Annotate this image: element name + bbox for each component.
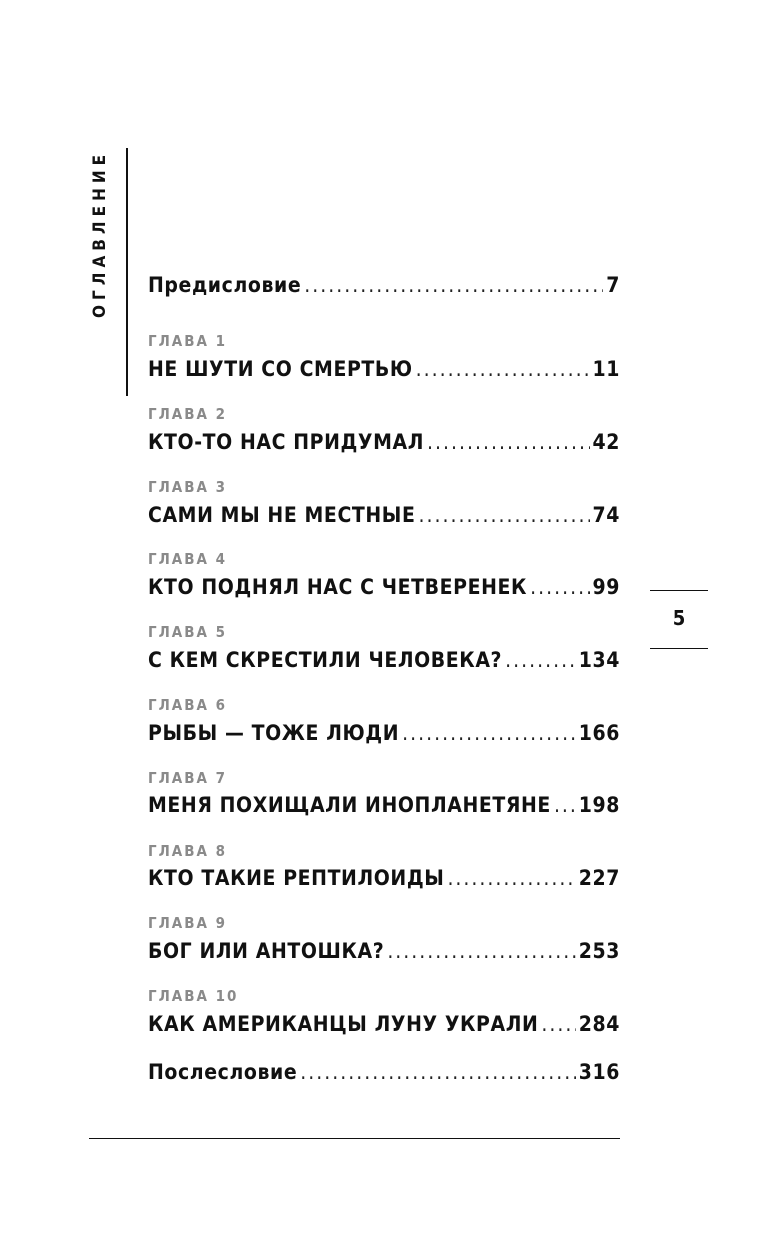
toc-entry-title: КТО ТАКИЕ РЕПТИЛОИДЫ bbox=[148, 866, 445, 890]
toc-entry-title: НЕ ШУТИ СО СМЕРТЬЮ bbox=[148, 357, 413, 381]
dot-leader bbox=[505, 647, 576, 673]
toc-entry-chapter-3[interactable] bbox=[148, 502, 620, 528]
toc-entry-page: 284 bbox=[578, 1012, 620, 1036]
chapter-label: ГЛАВА 3 bbox=[148, 478, 228, 496]
dot-leader bbox=[304, 272, 603, 298]
toc-entry-page: 7 bbox=[606, 273, 620, 297]
toc-entry-title: МЕНЯ ПОХИЩАЛИ ИНОПЛАНЕТЯНЕ bbox=[148, 793, 551, 817]
toc-entry-chapter-7[interactable] bbox=[148, 792, 620, 818]
toc-entry-title: Предисловие bbox=[148, 273, 302, 297]
chapter-label: ГЛАВА 8 bbox=[148, 842, 228, 860]
toc-entry-page: 134 bbox=[578, 648, 620, 672]
toc-entry-title: БОГ ИЛИ АНТОШКА? bbox=[148, 939, 385, 963]
toc-entry-page: 42 bbox=[592, 430, 620, 454]
toc-entry-page: 166 bbox=[578, 721, 620, 745]
toc-entry-chapter-8[interactable] bbox=[148, 865, 620, 891]
toc-entry-chapter-2[interactable] bbox=[148, 429, 620, 455]
dot-leader bbox=[447, 865, 575, 891]
toc-entry-page: 253 bbox=[578, 939, 620, 963]
toc-entry-title: КАК АМЕРИКАНЦЫ ЛУНУ УКРАЛИ bbox=[148, 1012, 539, 1036]
toc-entry-title: КТО-ТО НАС ПРИДУМАЛ bbox=[148, 430, 425, 454]
chapter-label: ГЛАВА 6 bbox=[148, 696, 228, 714]
toc-entry-title: САМИ МЫ НЕ МЕСТНЫЕ bbox=[148, 503, 416, 527]
chapter-label: ГЛАВА 1 bbox=[148, 332, 228, 350]
dot-leader bbox=[541, 1011, 575, 1037]
toc-entry-page: 316 bbox=[578, 1060, 620, 1084]
toc-entry-chapter-6[interactable] bbox=[148, 720, 620, 746]
toc-entry-afterword[interactable] bbox=[148, 1059, 620, 1085]
toc-entry-page: 74 bbox=[592, 503, 620, 527]
chapter-label: ГЛАВА 4 bbox=[148, 550, 228, 568]
chapter-label: ГЛАВА 10 bbox=[148, 987, 239, 1005]
toc-entry-title: КТО ПОДНЯЛ НАС С ЧЕТВЕРЕНЕК bbox=[148, 575, 528, 599]
page-number: 5 bbox=[672, 606, 686, 630]
chapter-label: ГЛАВА 7 bbox=[148, 769, 228, 787]
chapter-label: ГЛАВА 2 bbox=[148, 405, 228, 423]
dot-leader bbox=[530, 574, 589, 600]
toc-entry-chapter-10[interactable] bbox=[148, 1011, 620, 1037]
toc-entry-preface[interactable] bbox=[148, 272, 620, 298]
section-title: ОГЛАВЛЕНИЕ bbox=[90, 149, 110, 318]
toc-entry-title: С КЕМ СКРЕСТИЛИ ЧЕЛОВЕКА? bbox=[148, 648, 503, 672]
toc-entry-page: 227 bbox=[578, 866, 620, 890]
page-number-rule-bottom bbox=[650, 648, 708, 649]
dot-leader bbox=[427, 429, 589, 455]
toc-entry-title: Послесловие bbox=[148, 1060, 298, 1084]
dot-leader bbox=[419, 502, 590, 528]
dot-leader bbox=[416, 356, 590, 382]
dot-leader bbox=[387, 938, 575, 964]
dot-leader bbox=[402, 720, 576, 746]
toc-entry-chapter-9[interactable] bbox=[148, 938, 620, 964]
dot-leader bbox=[554, 792, 576, 818]
bottom-divider bbox=[89, 1138, 620, 1139]
toc-entry-chapter-1[interactable] bbox=[148, 356, 620, 382]
toc-entry-title: РЫБЫ — ТОЖЕ ЛЮДИ bbox=[148, 721, 400, 745]
dot-leader bbox=[300, 1059, 575, 1085]
toc-entry-page: 11 bbox=[592, 357, 620, 381]
page-number-rule-top bbox=[650, 590, 708, 591]
toc-entry-page: 99 bbox=[592, 575, 620, 599]
section-divider bbox=[126, 148, 128, 396]
toc-entry-chapter-5[interactable] bbox=[148, 647, 620, 673]
toc-entry-page: 198 bbox=[578, 793, 620, 817]
toc-entry-chapter-4[interactable] bbox=[148, 574, 620, 600]
chapter-label: ГЛАВА 5 bbox=[148, 623, 228, 641]
chapter-label: ГЛАВА 9 bbox=[148, 914, 228, 932]
